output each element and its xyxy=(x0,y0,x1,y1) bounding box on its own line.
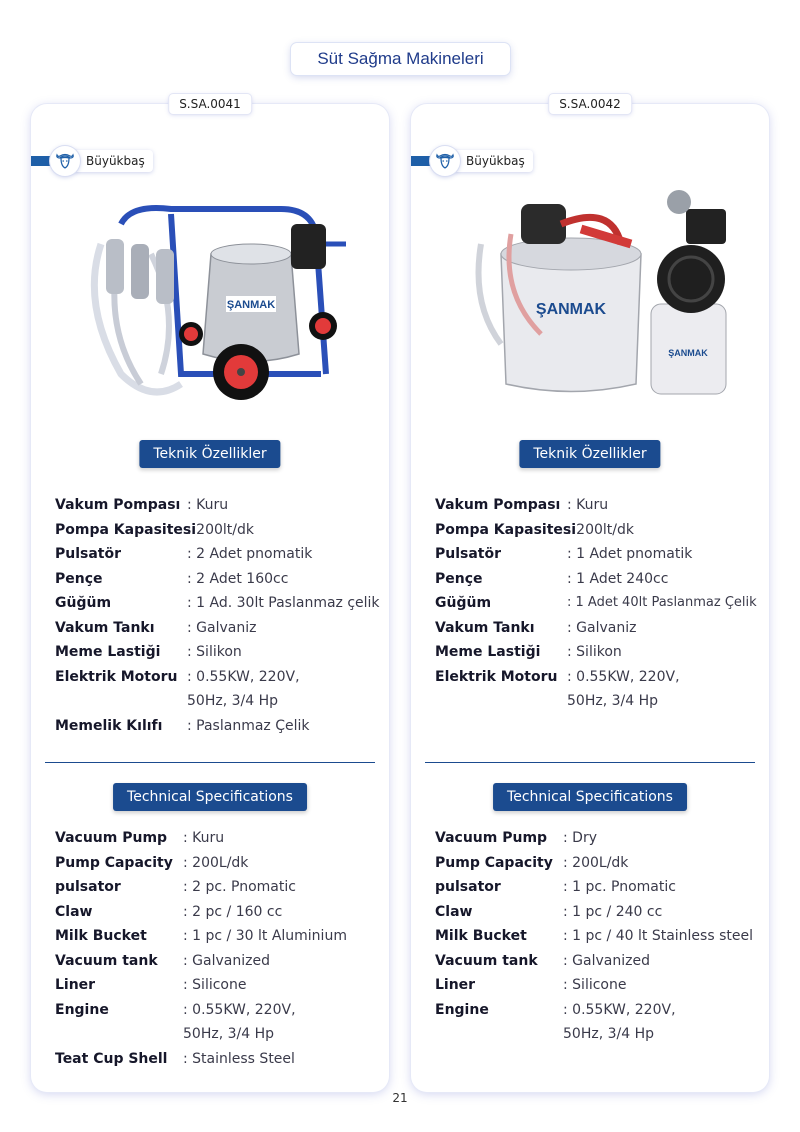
section-title-en: Technical Specifications xyxy=(493,783,687,811)
spec-value: : 2 pc. Pnomatic xyxy=(183,879,296,895)
spec-value: : 1 pc / 240 cc xyxy=(563,903,663,920)
spec-value: : Galvanized xyxy=(563,952,650,969)
spec-key: pulsator xyxy=(435,879,501,895)
spec-row xyxy=(55,1047,385,1072)
spec-key: Vacuum Pump xyxy=(55,830,168,846)
spec-key: pulsator xyxy=(55,879,121,895)
spec-row xyxy=(55,714,385,739)
spec-key: Pulsatör xyxy=(55,546,122,562)
spec-key: Milk Bucket xyxy=(55,928,147,944)
spec-key: Pençe xyxy=(435,570,483,587)
spec-key: Vacuum tank xyxy=(55,952,158,969)
spec-key: Güğüm xyxy=(55,595,112,611)
spec-value: : Kuru xyxy=(567,497,609,513)
spec-value: : 1 pc / 40 lt Stainless steel xyxy=(563,928,753,944)
spec-row xyxy=(435,949,765,974)
page-title: Süt Sağma Makineleri xyxy=(291,43,510,75)
spec-value: : 1 pc. Pnomatic xyxy=(563,879,676,895)
spec-key: Claw xyxy=(55,903,93,920)
spec-key: Engine xyxy=(435,1001,489,1018)
spec-row xyxy=(55,851,385,876)
spec-row xyxy=(55,900,385,925)
spec-key: Pençe xyxy=(55,570,103,587)
spec-value: : 0.55KW, 220V, 50Hz, 3/4 Hp xyxy=(187,668,300,709)
spec-value: : 200lt/dk xyxy=(567,521,634,538)
cow-icon xyxy=(50,146,80,176)
section-title-tr: Teknik Özellikler xyxy=(519,440,660,468)
category-tag xyxy=(31,146,153,176)
spec-row xyxy=(55,875,385,900)
spec-row xyxy=(55,591,385,616)
spec-row xyxy=(435,567,765,592)
spec-row xyxy=(55,518,385,543)
spec-value: : Silicone xyxy=(563,977,627,993)
spec-value: : 200L/dk xyxy=(563,854,629,871)
spec-row xyxy=(435,542,765,567)
spec-key: Liner xyxy=(435,977,476,993)
spec-key: Claw xyxy=(435,903,473,920)
product-image-two-bucket-milking-machine xyxy=(61,184,361,414)
spec-value: : 1 Adet 240cc xyxy=(567,570,669,587)
spec-row xyxy=(435,591,765,616)
spec-row xyxy=(435,875,765,900)
spec-value: : Paslanmaz Çelik xyxy=(187,717,310,734)
spec-key: Elektrik Motoru xyxy=(435,668,558,685)
spec-value: : 1 Ad. 30lt Paslanmaz çelik xyxy=(187,595,380,611)
brand-logo: ŞANMAK xyxy=(668,348,708,358)
spec-row xyxy=(55,665,385,714)
spec-key: Milk Bucket xyxy=(435,928,527,944)
spec-row xyxy=(435,616,765,641)
page-number: 21 xyxy=(392,1091,408,1105)
product-code-tag: S.SA.0041 xyxy=(169,94,251,114)
spec-key: Güğüm xyxy=(435,595,492,611)
spec-value: : Stainless Steel xyxy=(183,1050,295,1067)
spec-key: Teat Cup Shell xyxy=(55,1050,168,1067)
spec-key: Engine xyxy=(55,1001,109,1018)
spec-key: Pompa Kapasitesi xyxy=(55,521,197,538)
section-divider xyxy=(425,762,755,763)
spec-value: : Silikon xyxy=(187,644,242,660)
spec-row xyxy=(55,826,385,851)
spec-row xyxy=(55,949,385,974)
brand-logo: ŞANMAK xyxy=(535,301,607,318)
spec-list-en xyxy=(55,826,385,1071)
spec-value: : Galvanized xyxy=(183,952,270,969)
section-title-tr: Teknik Özellikler xyxy=(139,440,280,468)
brand-logo: ŞANMAK xyxy=(226,299,276,311)
spec-row xyxy=(435,640,765,665)
spec-row xyxy=(55,493,385,518)
spec-row xyxy=(435,665,765,714)
spec-value: : 1 Adet pnomatik xyxy=(567,546,693,562)
spec-value: : 1 pc / 30 lt Aluminium xyxy=(183,928,347,944)
spec-key: Meme Lastiği xyxy=(435,644,541,660)
spec-value: : 200L/dk xyxy=(183,854,249,871)
spec-row xyxy=(55,542,385,567)
spec-row xyxy=(435,924,765,949)
spec-row xyxy=(435,998,765,1047)
spec-value: : Silikon xyxy=(567,644,622,660)
spec-value: : 0.55KW, 220V, 50Hz, 3/4 Hp xyxy=(563,1001,676,1042)
spec-row xyxy=(55,616,385,641)
category-bar xyxy=(31,156,52,166)
spec-key: Vacuum Pump xyxy=(435,830,548,846)
spec-value: : 200lt/dk xyxy=(187,521,254,538)
spec-key: Elektrik Motoru xyxy=(55,668,178,685)
spec-key: Pump Capacity xyxy=(55,854,173,871)
spec-row xyxy=(435,973,765,998)
spec-row xyxy=(435,493,765,518)
spec-value: : Kuru xyxy=(187,497,229,513)
spec-value: : 2 Adet pnomatik xyxy=(187,546,313,562)
spec-value: : Dry xyxy=(563,830,597,846)
spec-key: Vakum Pompası xyxy=(435,497,561,513)
spec-value: : 0.55KW, 220V, 50Hz, 3/4 Hp xyxy=(567,668,680,709)
spec-value: : 2 pc / 160 cc xyxy=(183,903,283,920)
spec-key: Vakum Tankı xyxy=(435,619,535,636)
spec-key: Liner xyxy=(55,977,96,993)
product-card-s-sa-0041 xyxy=(31,97,389,1092)
spec-key: Vakum Pompası xyxy=(55,497,181,513)
category-tag xyxy=(411,146,533,176)
product-image-single-bucket-milking-machine xyxy=(441,184,741,414)
spec-list-en xyxy=(435,826,765,1047)
spec-value: : Galvaniz xyxy=(567,619,637,636)
spec-value: : Silicone xyxy=(183,977,247,993)
spec-key: Vacuum tank xyxy=(435,952,538,969)
section-title-en: Technical Specifications xyxy=(113,783,307,811)
spec-row xyxy=(55,998,385,1047)
spec-list-tr xyxy=(435,493,765,714)
spec-value: : Galvaniz xyxy=(187,619,257,636)
spec-key: Pump Capacity xyxy=(435,854,553,871)
spec-row xyxy=(435,826,765,851)
spec-key: Pompa Kapasitesi xyxy=(435,521,577,538)
spec-row xyxy=(435,518,765,543)
category-label: Büyükbaş xyxy=(454,150,533,172)
spec-key: Pulsatör xyxy=(435,546,502,562)
spec-row xyxy=(55,973,385,998)
spec-value: : 2 Adet 160cc xyxy=(187,570,289,587)
product-card-s-sa-0042 xyxy=(411,97,769,1092)
spec-row xyxy=(55,567,385,592)
category-label: Büyükbaş xyxy=(74,150,153,172)
spec-key: Meme Lastiği xyxy=(55,644,161,660)
spec-key: Vakum Tankı xyxy=(55,619,155,636)
product-code-tag: S.SA.0042 xyxy=(549,94,631,114)
spec-list-tr xyxy=(55,493,385,738)
cow-icon xyxy=(430,146,460,176)
spec-row xyxy=(435,851,765,876)
spec-row xyxy=(435,900,765,925)
spec-key: Memelik Kılıfı xyxy=(55,717,163,734)
spec-value: : Kuru xyxy=(183,830,225,846)
spec-value: : 1 Adet 40lt Paslanmaz Çelik xyxy=(567,595,757,610)
spec-row xyxy=(55,640,385,665)
category-bar xyxy=(411,156,432,166)
section-divider xyxy=(45,762,375,763)
spec-row xyxy=(55,924,385,949)
spec-value: : 0.55KW, 220V, 50Hz, 3/4 Hp xyxy=(183,1001,296,1042)
